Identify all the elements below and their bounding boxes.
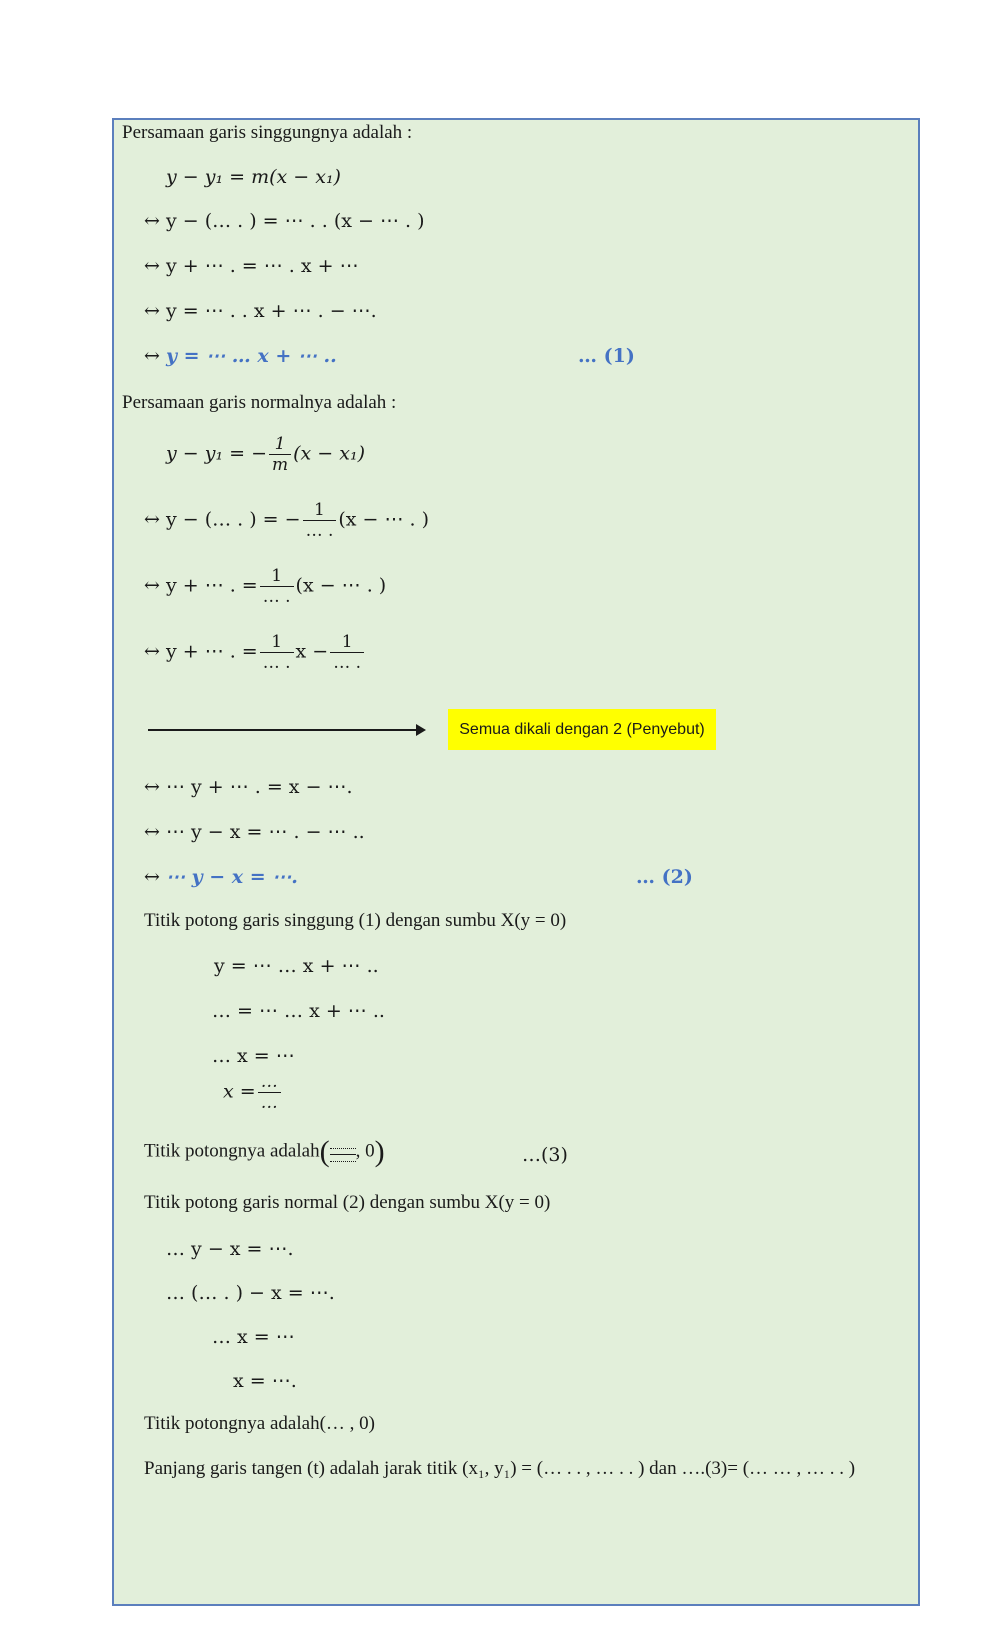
normal-step-3-fraction-1	[260, 632, 294, 673]
tangent-heading: Persamaan garis singgungnya adalah :	[122, 122, 413, 143]
right-arrow-icon	[148, 729, 424, 731]
fraction-numerator: …	[258, 1072, 281, 1093]
normal-step-3-fraction-2	[330, 632, 364, 673]
x-fraction	[258, 1072, 281, 1113]
normal-final-equation: ⋯ y − x = ⋯.	[165, 866, 298, 888]
tangent-step-3: ↔ y = ⋯ . . x + ⋯ . − ⋯.	[144, 300, 377, 322]
normal-step-1	[144, 500, 429, 541]
tangent-formula: y − y₁ = m(x − x₁)	[166, 166, 341, 188]
tangent-intercept-step-2: … = ⋯ … x + ⋯ ..	[212, 1000, 385, 1022]
tangent-intercept-step-1: y = ⋯ … x + ⋯ ..	[214, 955, 379, 977]
fraction-denominator: … .	[333, 653, 362, 673]
fraction-numerator: 1	[269, 434, 291, 455]
normal-step-4: ↔ ⋯ y + ⋯ . = x − ⋯.	[144, 776, 353, 798]
tangent-intercept-step-3: … x = ⋯	[212, 1045, 295, 1067]
tangent-step-2: ↔ y + ⋯ . = ⋯ . x + ⋯	[144, 255, 359, 277]
normal-step-3-lhs: ↔ y + ⋯ . =	[144, 640, 258, 663]
arrow-symbol: ↔	[144, 345, 160, 367]
normal-heading: Persamaan garis normalnya adalah :	[122, 392, 397, 413]
normal-step-5: ↔ ⋯ y − x = ⋯ . − ⋯ ..	[144, 821, 365, 843]
normal-intercept-step-2: … (… . ) − x = ⋯.	[166, 1282, 335, 1304]
tangent-intercept-heading: Titik potong garis singgung (1) dengan sumbu X(y = 0)	[144, 910, 567, 931]
normal-step-2-lhs: ↔ y + ⋯ . =	[144, 574, 258, 597]
tangent-final	[144, 345, 337, 367]
equation-tag-1: … (1)	[578, 345, 635, 367]
fraction-denominator: m	[272, 455, 289, 475]
open-paren: (	[319, 1135, 330, 1168]
equation-tag-3: …(3)	[522, 1144, 568, 1166]
fraction-denominator: … .	[262, 653, 291, 673]
fraction-numerator: 1	[303, 500, 337, 521]
fraction-numerator: 1	[260, 566, 294, 587]
result-tail: , 0	[355, 1140, 375, 1162]
normal-intercept-result: Titik potongnya adalah(… , 0)	[144, 1413, 375, 1434]
normal-step-2-rhs: (x − ⋯ . )	[295, 574, 387, 597]
tangent-intercept-result	[144, 1135, 385, 1169]
arrow-symbol: ↔	[144, 866, 160, 888]
normal-step-3-mid: x −	[295, 640, 329, 663]
normal-final	[144, 866, 298, 888]
normal-step-2	[144, 566, 386, 607]
normal-step-1-fraction	[303, 500, 337, 541]
blank-fraction[interactable]	[330, 1142, 356, 1162]
normal-formula-lhs: y − y₁ = −	[166, 442, 268, 465]
multiply-note: Semua dikali dengan 2 (Penyebut)	[448, 709, 716, 750]
normal-formula	[166, 434, 365, 475]
fraction-numerator: 1	[260, 632, 294, 653]
tangent-step-1: ↔ y − (… . ) = ⋯ . . (x − ⋯ . )	[144, 210, 425, 232]
conclusion-text: Panjang garis tangen (t) adalah jarak titik (x₁, y₁) = (… . . , … . . ) dan ….(3)= (… … , … . . )	[144, 1458, 856, 1479]
normal-formula-rhs: (x − x₁)	[293, 442, 366, 465]
normal-step-3	[144, 632, 366, 673]
normal-formula-fraction	[269, 434, 291, 475]
normal-intercept-step-4: x = ⋯.	[233, 1370, 297, 1392]
normal-intercept-step-1: … y − x = ⋯.	[166, 1238, 294, 1260]
normal-step-1-rhs: (x − ⋯ . )	[338, 508, 430, 531]
step-lhs: x =	[223, 1080, 256, 1103]
normal-step-2-fraction	[260, 566, 294, 607]
tangent-final-equation: y = ⋯ … x + ⋯ ..	[165, 345, 337, 367]
fraction-numerator: 1	[330, 632, 364, 653]
result-label: Titik potongnya adalah	[144, 1140, 320, 1162]
normal-intercept-step-3: … x = ⋯	[212, 1326, 295, 1348]
equation-tag-2: … (2)	[636, 866, 693, 888]
normal-step-1-lhs: ↔ y − (… . ) = −	[144, 508, 301, 531]
fraction-denominator: …	[260, 1093, 278, 1113]
fraction-denominator: … .	[262, 587, 291, 607]
normal-intercept-heading: Titik potong garis normal (2) dengan sumbu X(y = 0)	[144, 1192, 551, 1213]
fraction-denominator: … .	[305, 521, 334, 541]
close-paren: )	[374, 1135, 385, 1168]
tangent-intercept-step-4	[223, 1072, 283, 1113]
